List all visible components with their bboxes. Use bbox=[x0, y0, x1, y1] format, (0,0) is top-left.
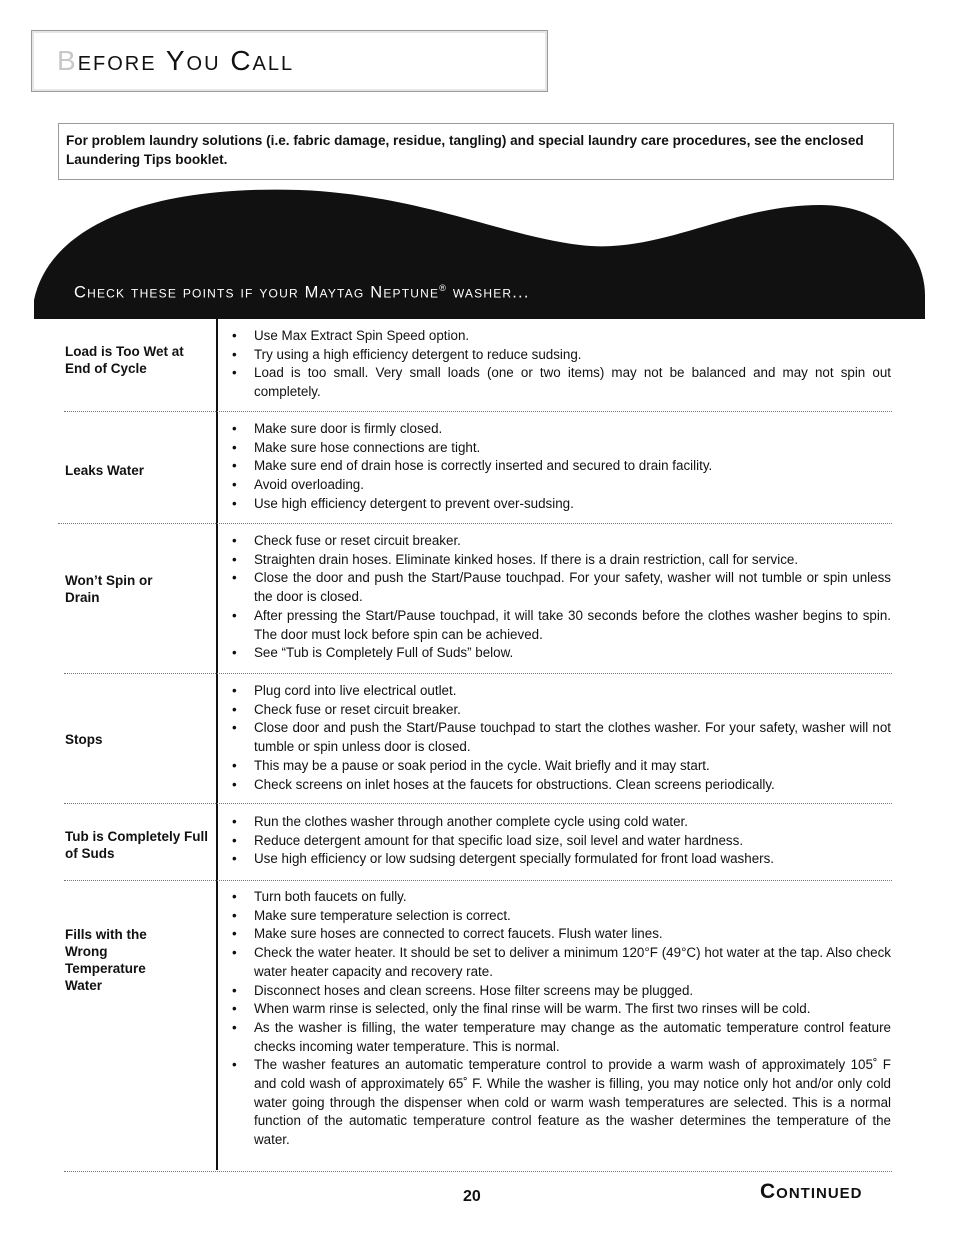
section-banner bbox=[0, 185, 954, 325]
row-separator bbox=[64, 803, 892, 804]
solution-item: • Disconnect hoses and clean screens. Hose filter screens may be plugged. bbox=[232, 982, 891, 1001]
banner-title-part1: Check these points if your Maytag Neptune bbox=[74, 283, 440, 302]
title-box bbox=[31, 30, 548, 92]
solution-list bbox=[232, 532, 891, 663]
row-separator bbox=[64, 673, 892, 674]
solution-item: • After pressing the Start/Pause touchpad, it will take 30 seconds before the clothes washer begins to spin. The door must lock before spin can be achieved. bbox=[232, 607, 891, 644]
solution-item: • Make sure hoses are connected to correct faucets. Flush water lines. bbox=[232, 925, 891, 944]
solution-item: • When warm rinse is selected, only the final rinse will be warm. The first two rinses will be cold. bbox=[232, 1000, 891, 1019]
page-title bbox=[57, 45, 294, 77]
banner-title bbox=[74, 283, 530, 303]
solution-item: • Check fuse or reset circuit breaker. bbox=[232, 701, 891, 720]
solution-list bbox=[232, 327, 891, 402]
solution-list bbox=[232, 888, 891, 1150]
solution-item: • Use high efficiency or low sudsing detergent specially formulated for front load washers. bbox=[232, 850, 891, 869]
row-separator bbox=[64, 880, 892, 881]
solution-item: • The washer features an automatic temperature control to provide a warm wash of approximately 105˚ F and cold wash of approximately 65˚ F. While the washer is filling, you may notice only hot and/or only cold water going through the dispenser when cold or warm wash temperatures are selected. This is a normal function of the automatic temperature control feature as the washer determines the temperature of the water. bbox=[232, 1056, 891, 1150]
solution-item: • See “Tub is Completely Full of Suds” below. bbox=[232, 644, 891, 663]
continued-label: Continued bbox=[760, 1180, 863, 1203]
problem-label: Load is Too Wet at End of Cycle bbox=[65, 344, 184, 376]
solution-item: • Make sure hose connections are tight. bbox=[232, 439, 891, 458]
solution-item: • This may be a pause or soak period in the cycle. Wait briefly and it may start. bbox=[232, 757, 891, 776]
solution-item: • Close door and push the Start/Pause touchpad to start the clothes washer. For your safety, washer will not tumble or spin unless door is closed. bbox=[232, 719, 891, 756]
solution-item: • As the washer is filling, the water temperature may change as the automatic temperature control feature checks incoming water temperature. This is normal. bbox=[232, 1019, 891, 1056]
problem-label: Tub is Completely Full of Suds bbox=[65, 829, 209, 861]
solution-item: • Make sure end of drain hose is correctly inserted and secured to drain facility. bbox=[232, 457, 891, 476]
solution-item: • Reduce detergent amount for that specific load size, soil level and water hardness. bbox=[232, 832, 891, 851]
solution-item: • Make sure door is firmly closed. bbox=[232, 420, 891, 439]
row-separator bbox=[64, 1171, 892, 1172]
solution-item: • Avoid overloading. bbox=[232, 476, 891, 495]
row-separator bbox=[58, 523, 892, 524]
solution-item: • Check the water heater. It should be set to deliver a minimum 120°F (49°C) hot water at the tap. Also check water heater capacity and recovery rate. bbox=[232, 944, 891, 981]
solution-item: • Close the door and push the Start/Pause touchpad. For your safety, washer will not tumble or spin unless the door is closed. bbox=[232, 569, 891, 606]
row-separator bbox=[64, 411, 892, 412]
solution-item: • Make sure temperature selection is correct. bbox=[232, 907, 891, 926]
laundering-tips-note: For problem laundry solutions (i.e. fabric damage, residue, tangling) and special laundry care procedures, see the enclosed Laundering Tips booklet. bbox=[58, 123, 894, 180]
solution-item: • Run the clothes washer through another complete cycle using cold water. bbox=[232, 813, 891, 832]
solution-list bbox=[232, 682, 891, 794]
solution-list bbox=[232, 420, 891, 514]
solution-item: • Use Max Extract Spin Speed option. bbox=[232, 327, 891, 346]
problem-label: Fills with the Wrong Temperature Water bbox=[65, 927, 147, 993]
solution-item: • Try using a high efficiency detergent to reduce sudsing. bbox=[232, 346, 891, 365]
column-divider bbox=[216, 319, 218, 1170]
solution-item: • Use high efficiency detergent to prevent over-sudsing. bbox=[232, 495, 891, 514]
problem-label: Stops bbox=[65, 732, 103, 747]
problem-label: Leaks Water bbox=[65, 463, 145, 478]
page-number: 20 bbox=[463, 1188, 481, 1205]
solution-item: • Check screens on inlet hoses at the faucets for obstructions. Clean screens periodically. bbox=[232, 776, 891, 795]
solution-item: • Straighten drain hoses. Eliminate kinked hoses. If there is a drain restriction, call for service. bbox=[232, 551, 891, 570]
solution-item: • Load is too small. Very small loads (one or two items) may not be balanced and may not spin out completely. bbox=[232, 364, 891, 401]
page-title-rest: efore You Call bbox=[77, 45, 295, 76]
solution-item: • Plug cord into live electrical outlet. bbox=[232, 682, 891, 701]
solution-list bbox=[232, 813, 891, 869]
page-title-initial: B bbox=[57, 45, 78, 76]
problem-label: Won’t Spin or Drain bbox=[65, 573, 153, 605]
solution-item: • Turn both faucets on fully. bbox=[232, 888, 891, 907]
registered-mark: ® bbox=[439, 283, 448, 293]
banner-title-part2: washer... bbox=[447, 283, 530, 302]
solution-item: • Check fuse or reset circuit breaker. bbox=[232, 532, 891, 551]
